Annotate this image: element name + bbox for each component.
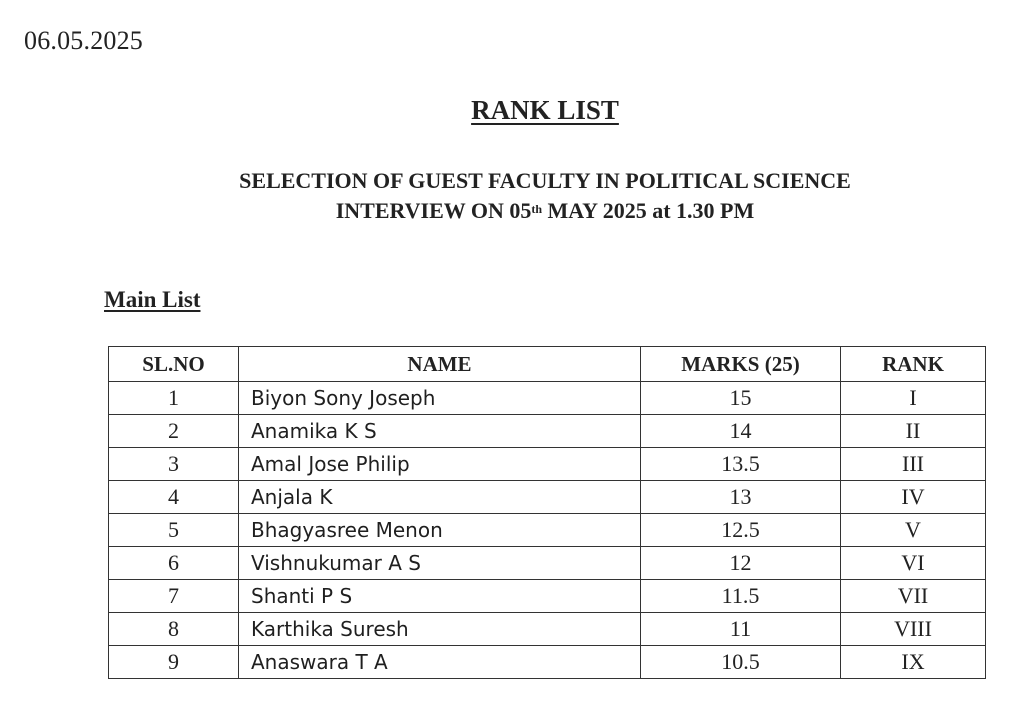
cell-sl-no: 4 (109, 481, 239, 514)
subtitle-interview-post: MAY 2025 at 1.30 PM (542, 198, 755, 223)
cell-sl-no: 7 (109, 580, 239, 613)
cell-marks: 15 (641, 382, 841, 415)
header-rank: RANK (841, 347, 986, 382)
cell-rank: VII (841, 580, 986, 613)
cell-sl-no: 2 (109, 415, 239, 448)
table-row (109, 646, 986, 679)
cell-name: Shanti P S (239, 580, 641, 613)
header-marks: MARKS (25) (641, 347, 841, 382)
cell-sl-no: 1 (109, 382, 239, 415)
table-row (109, 580, 986, 613)
rank-table (108, 346, 986, 679)
cell-marks: 13.5 (641, 448, 841, 481)
cell-rank: IX (841, 646, 986, 679)
subtitle-interview-pre: INTERVIEW ON 05 (335, 198, 532, 223)
table-row (109, 415, 986, 448)
cell-rank: III (841, 448, 986, 481)
table-row (109, 481, 986, 514)
section-heading-main-list: Main List (104, 287, 201, 312)
subtitle-interview-ordinal: th (531, 202, 543, 216)
cell-name: Bhagyasree Menon (239, 514, 641, 547)
cell-name: Anaswara T A (239, 646, 641, 679)
header-name: NAME (239, 347, 641, 382)
cell-marks: 11.5 (641, 580, 841, 613)
document-date: 06.05.2025 (24, 26, 143, 55)
cell-sl-no: 8 (109, 613, 239, 646)
cell-name: Karthika Suresh (239, 613, 641, 646)
table-row (109, 382, 986, 415)
cell-rank: IV (841, 481, 986, 514)
cell-marks: 12 (641, 547, 841, 580)
table-row (109, 547, 986, 580)
cell-rank: II (841, 415, 986, 448)
page-title: RANK LIST (471, 95, 619, 125)
cell-marks: 11 (641, 613, 841, 646)
cell-name: Anjala K (239, 481, 641, 514)
cell-rank: VI (841, 547, 986, 580)
cell-marks: 12.5 (641, 514, 841, 547)
table-header-row (109, 347, 986, 382)
cell-sl-no: 6 (109, 547, 239, 580)
cell-rank: VIII (841, 613, 986, 646)
cell-name: Vishnukumar A S (239, 547, 641, 580)
cell-marks: 14 (641, 415, 841, 448)
subtitle-interview (0, 196, 1017, 226)
cell-name: Anamika K S (239, 415, 641, 448)
cell-marks: 13 (641, 481, 841, 514)
cell-sl-no: 3 (109, 448, 239, 481)
cell-rank: V (841, 514, 986, 547)
header-sl-no: SL.NO (109, 347, 239, 382)
cell-rank: I (841, 382, 986, 415)
cell-sl-no: 9 (109, 646, 239, 679)
table-row (109, 448, 986, 481)
cell-name: Amal Jose Philip (239, 448, 641, 481)
cell-sl-no: 5 (109, 514, 239, 547)
subtitle-selection: SELECTION OF GUEST FACULTY IN POLITICAL SCIENCE (239, 168, 851, 193)
table-row (109, 514, 986, 547)
table-row (109, 613, 986, 646)
cell-marks: 10.5 (641, 646, 841, 679)
cell-name: Biyon Sony Joseph (239, 382, 641, 415)
